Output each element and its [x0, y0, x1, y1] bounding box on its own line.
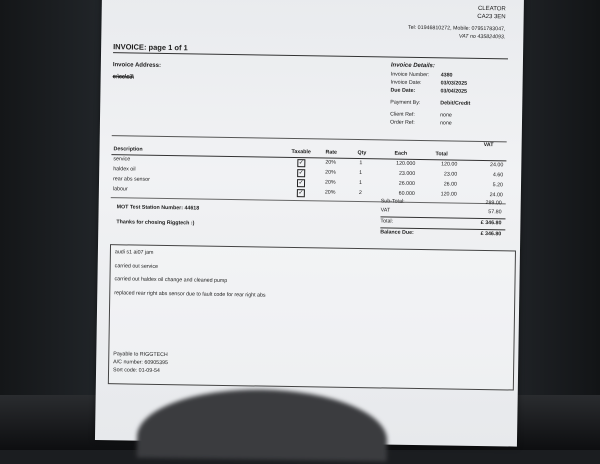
background-right — [510, 0, 600, 450]
checkbox-icon: ✓ — [298, 170, 304, 177]
details-list — [390, 72, 511, 130]
shadow — [137, 388, 388, 462]
detail-invoice-number: Invoice Number: 4380 — [390, 71, 453, 79]
details-heading: Invoice Details: — [390, 62, 435, 70]
company-town: CLEATOR — [477, 5, 506, 13]
note-vehicle: audi s1 ai07 jam — [114, 249, 154, 256]
table-row: service ✓ 20% 1 120.000 120.00 24.00 — [113, 156, 504, 169]
customer-name: c:\cc\c3\ — [112, 74, 134, 81]
sort-code: Sort code: 01-09-54 — [113, 367, 160, 374]
address-heading: Invoice Address: — [112, 62, 162, 69]
notes-box — [108, 244, 516, 390]
payable-to: Payable to RIGGTECH — [113, 351, 168, 359]
header-rate: Rate — [325, 149, 338, 156]
note-abs-sensor: replaced rear right abs sensor due to fault code for rear right abs — [114, 290, 266, 299]
background-left — [0, 0, 110, 450]
totals-balance-due: Balance Due: £ 346.80 — [380, 229, 502, 238]
account-number: A/C number: 60905395 — [113, 359, 169, 367]
totals-vat: VAT 57.80 — [380, 207, 502, 216]
company-vat-number: VAT no 435824093. — [458, 33, 506, 41]
checkbox-icon: ✓ — [298, 160, 304, 167]
mot-station-number: MOT Test Station Number: 44618 — [116, 204, 200, 212]
header-each: Each — [394, 150, 408, 157]
totals-subtotal: Sub-Total: 289.00 — [380, 198, 502, 207]
thanks-message: Thanks for chosing Riggtech :) — [116, 219, 195, 227]
note-service: carried out service — [114, 263, 159, 270]
header-vat: VAT — [483, 142, 494, 149]
invoice-paper — [95, 0, 524, 447]
table-row: labour ✓ 20% 2 60.000 120.00 24.00 — [112, 186, 503, 199]
header-taxable: Taxable — [291, 148, 311, 156]
detail-invoice-date: Invoice Date: 03/03/2025 — [390, 79, 468, 87]
header-qty: Qty — [357, 150, 367, 157]
table-top-rule — [112, 135, 507, 142]
company-contact: Tel: 01946810272, Mobile: 07951783047, — [407, 24, 506, 33]
detail-order-ref: Order Ref: none — [389, 119, 452, 127]
table-row: haldex oil ✓ 20% 1 23.000 23.00 4.60 — [113, 166, 504, 179]
checkbox-icon: ✓ — [298, 180, 304, 187]
header-description: Description — [113, 146, 143, 153]
invoice-title: INVOICE: page 1 of 1 — [113, 42, 188, 53]
totals-total: Total: £ 346.80 — [380, 218, 502, 227]
detail-due-date: Due Date: 03/04/2025 — [390, 87, 468, 95]
table-row: rear abs sensor ✓ 20% 1 26.000 26.00 5.20 — [113, 176, 504, 189]
detail-payment-by: Payment By: Debit/Credit — [390, 99, 471, 107]
detail-client-ref: Client Ref: none — [390, 111, 452, 119]
company-postcode: CA23 3EN — [477, 13, 506, 21]
checkbox-icon: ✓ — [298, 190, 304, 197]
note-haldex: carried out haldex oil change and cleaned pump — [114, 276, 228, 285]
title-rule — [113, 52, 508, 59]
header-total: Total — [435, 151, 448, 158]
